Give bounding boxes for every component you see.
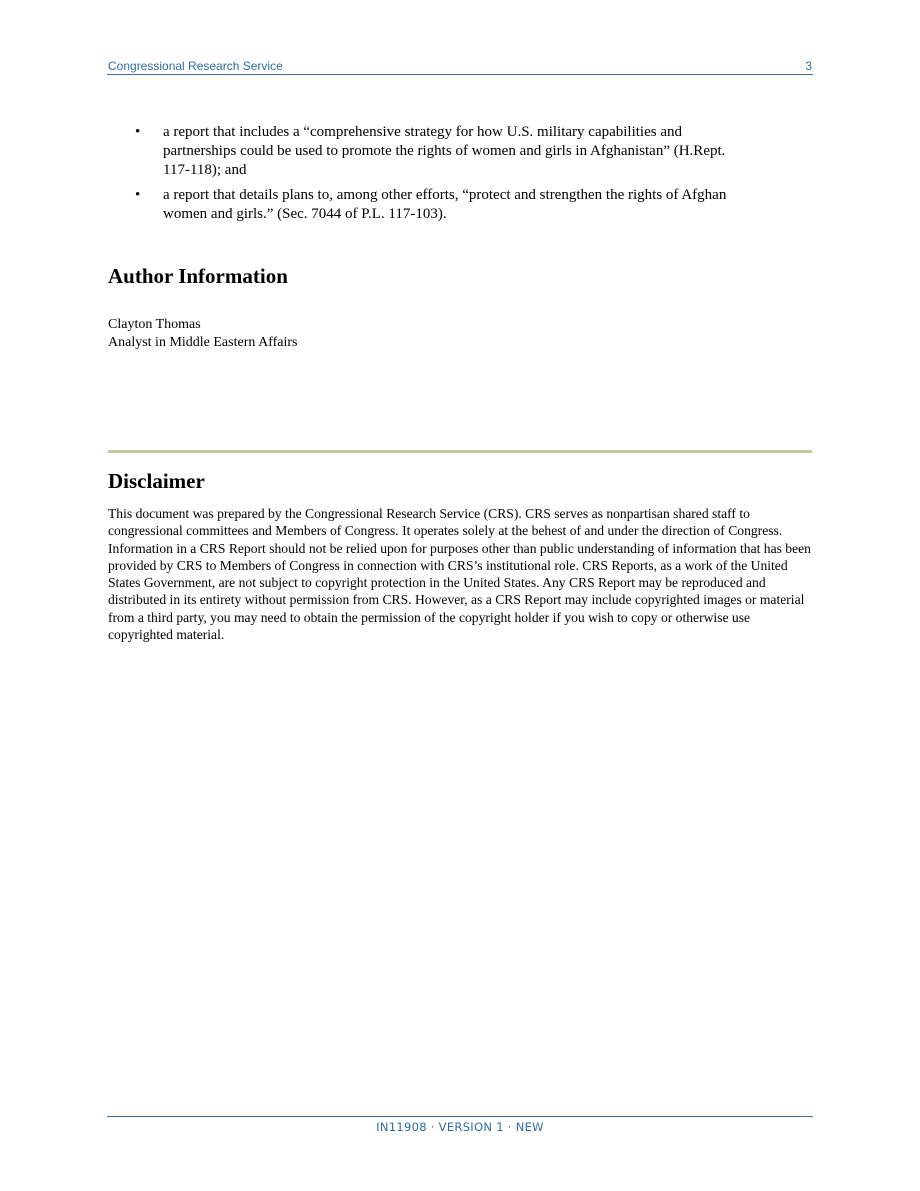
list-item (108, 123, 748, 180)
bullet-text: a report that includes a “comprehensive strategy for how U.S. military capabilities and partnerships could be used to promote the rights of women and girls in Afghanistan” (H.Rept. 117-118); and (163, 124, 726, 178)
bullet-icon: • (135, 124, 141, 140)
header-organization: Congressional Research Service (108, 59, 283, 73)
bullet-icon: • (135, 187, 141, 203)
header-page-number: 3 (805, 59, 812, 73)
page-header (107, 58, 813, 75)
author-block (108, 316, 298, 352)
author-information-heading: Author Information (108, 264, 288, 288)
author-title: Analyst in Middle Eastern Affairs (108, 335, 298, 350)
footer-divider (107, 1116, 813, 1117)
bullet-text: a report that details plans to, among other efforts, “protect and strengthen the rights of Afghan women and girls.” (Sec. 7044 of P.L. 117-103). (163, 187, 727, 222)
bullet-list (108, 123, 748, 230)
disclaimer-text: This document was prepared by the Congressional Research Service (CRS). CRS serves as nonpartisan shared staff to congressional committees and Members of Congress. It operates solely at the behest of and under the direction of Congress. Information in a CRS Report should not be relied upon for purposes other than public understanding of information that has been provided by CRS to Members of Congress in connection with CRS’s institutional role. CRS Reports, as a work of the United States Government, are not subject to copyright protection in the United States. Any CRS Report may be reproduced and distributed in its entirety without permission from CRS. However, as a CRS Report may include copyrighted images or material from a third party, you may need to obtain the permission of the copyright holder if you wish to copy or otherwise use copyrighted material. (108, 506, 811, 643)
disclaimer-heading: Disclaimer (108, 469, 205, 493)
author-name: Clayton Thomas (108, 317, 201, 332)
list-item (108, 186, 748, 224)
section-divider (108, 450, 812, 453)
page-footer: IN11908 · VERSION 1 · NEW (376, 1120, 544, 1134)
